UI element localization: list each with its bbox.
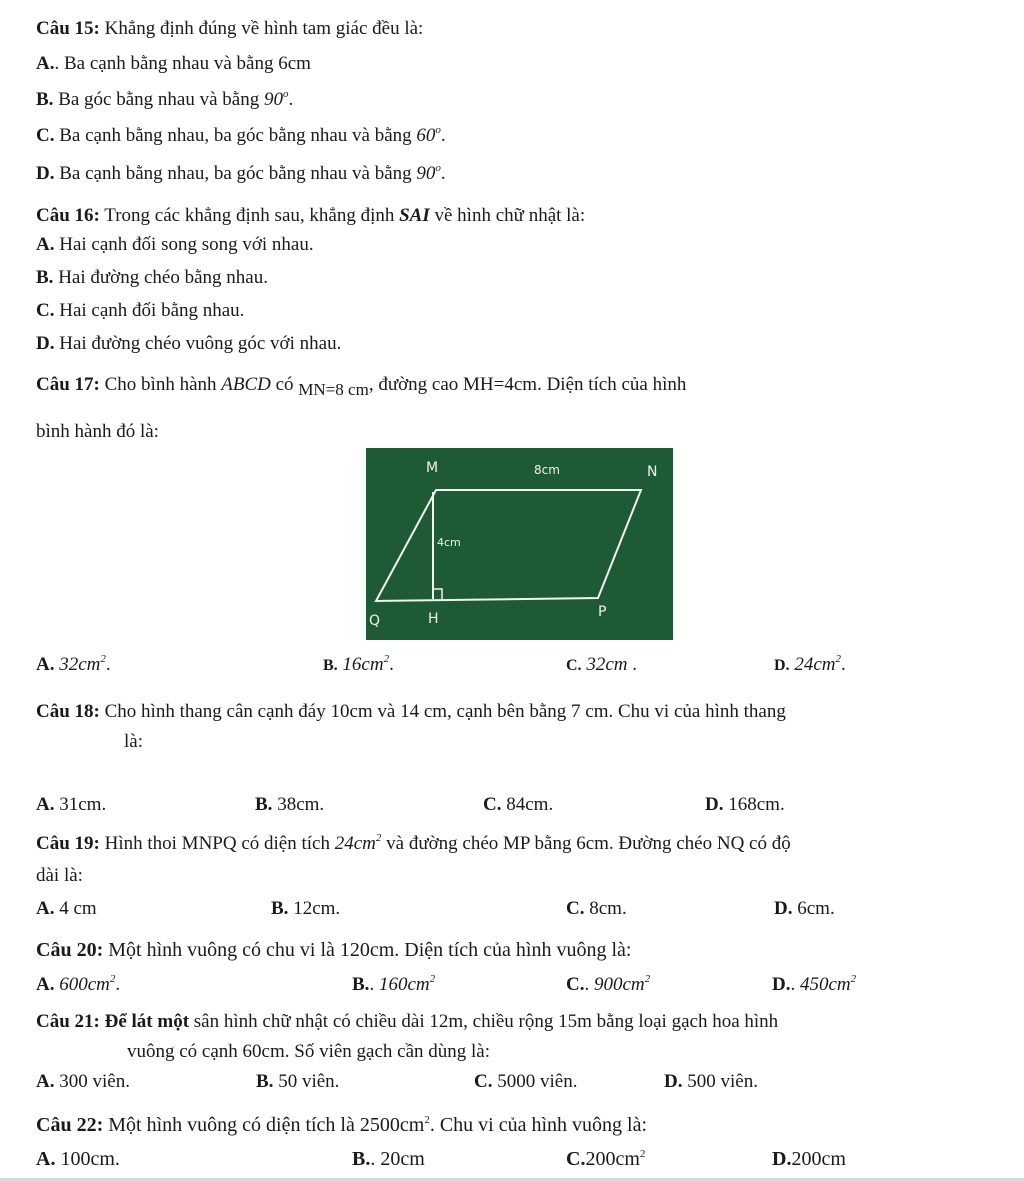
q18-option-c: C. 84cm. <box>483 794 554 815</box>
vertex-label-q: Q <box>369 613 381 629</box>
q20-option-d: D.. $450cm^2$ <box>772 973 857 995</box>
q19-option-b: B. 12cm. <box>271 898 341 919</box>
q16-option-a: A. Hai cạnh đối song song với nhau. <box>36 234 314 255</box>
q22-option-b: B.. 20cm <box>352 1148 425 1170</box>
q20-option-a: A. $600cm^2$. <box>36 973 121 995</box>
q19-option-d: D. 6cm. <box>774 898 835 919</box>
q16-option-c: C. Hai cạnh đối bằng nhau. <box>36 300 245 321</box>
q21-stem: Câu 21: Để lát một sân hình chữ nhật có chiều dài 12m, chiều rộng 15m bằng loại gạch hoa hình <box>36 1011 779 1032</box>
q15-option-b: B. Ba góc bằng nhau và bằng 90$^o$. <box>36 88 294 110</box>
q21-stem-line2: vuông có cạnh 60cm. Số viên gạch cần dùng là: <box>127 1041 491 1062</box>
q19-stem-line2: dài là: <box>36 865 83 886</box>
q20-stem: Câu 20: Một hình vuông có chu vi là 120cm. Diện tích của hình vuông là: <box>36 939 632 961</box>
q22-option-d: D.200cm <box>772 1148 846 1170</box>
q16-label: Câu 16: <box>36 205 100 226</box>
q15-option-a: A.. Ba cạnh bằng nhau và bằng 6cm <box>36 53 311 74</box>
chalkboard-background <box>366 448 673 640</box>
q21-label: Câu 21: Để lát một <box>36 1011 190 1032</box>
q18-option-d: D. 168cm. <box>705 794 785 815</box>
q17-stem: Câu 17: Cho bình hành ABCD có MN=8 cm, đường cao MH=4cm. Diện tích của hình <box>36 374 687 399</box>
q16-option-b: B. Hai đường chéo bằng nhau. <box>36 267 268 288</box>
q17-label: Câu 17: <box>36 374 100 395</box>
q17-option-a: A. $32cm^2$. <box>36 653 111 675</box>
q18-stem: Câu 18: Cho hình thang cân cạnh đáy 10cm và 14 cm, cạnh bên bằng 7 cm. Chu vi của hình thang <box>36 701 786 722</box>
q22-option-c: $C.200cm^2$ <box>566 1148 646 1170</box>
bottom-edge <box>0 1178 1024 1182</box>
q22-label: Câu 22: <box>36 1114 104 1136</box>
q15-option-d: D. Ba cạnh bằng nhau, ba góc bằng nhau và bằng 90$^o$. <box>36 162 446 184</box>
q22-stem: Câu 22: Một hình vuông có diện tích là $2500cm^2$. Chu vi của hình vuông là: <box>36 1114 648 1136</box>
side-label-8cm: 8cm <box>534 463 560 477</box>
q15-stem: Câu 15: Khẳng định đúng về hình tam giác đều là: <box>36 18 424 39</box>
q19-stem: Câu 19: Hình thoi MNPQ có diện tích $24cm^2$ và đường chéo MP bằng 6cm. Đường chéo NQ có độ <box>36 832 791 854</box>
q20-option-b: B.. $160cm^2$ <box>352 973 436 995</box>
q17-stem-line2: bình hành đó là: <box>36 421 159 442</box>
q18-option-a: A. 31cm. <box>36 794 107 815</box>
q17-option-d: D. $24cm^2$. <box>774 653 846 675</box>
q16-stem: Câu 16: Trong các khẳng định sau, khẳng định SAI về hình chữ nhật là: <box>36 205 586 226</box>
q20-label: Câu 20: <box>36 939 104 961</box>
q19-label: Câu 19: <box>36 833 100 854</box>
q16-option-d: D. Hai đường chéo vuông góc với nhau. <box>36 333 342 354</box>
q21-option-c: C. 5000 viên. <box>474 1071 578 1092</box>
q18-option-b: B. 38cm. <box>255 794 325 815</box>
q15-option-c: C. Ba cạnh bằng nhau, ba góc bằng nhau và bằng 60$^o$. <box>36 124 446 146</box>
vertex-label-n: N <box>647 464 658 480</box>
q19-option-c: C. 8cm. <box>566 898 627 919</box>
q21-option-a: A. 300 viên. <box>36 1071 130 1092</box>
q20-option-c: C.. $900cm^2$ <box>566 973 651 995</box>
q18-label: Câu 18: <box>36 701 100 722</box>
q22-option-a: A. 100cm. <box>36 1148 120 1170</box>
foot-label-h: H <box>428 611 439 627</box>
q21-option-b: B. 50 viên. <box>256 1071 340 1092</box>
q17-option-c: C. 32cm . <box>566 654 637 675</box>
height-label-4cm: 4cm <box>437 536 461 549</box>
q21-option-d: D. 500 viên. <box>664 1071 758 1092</box>
q17-option-b: B. $16cm^2$. <box>323 653 394 675</box>
q18-stem-line2: là: <box>124 731 143 752</box>
q15-label: Câu 15: <box>36 18 100 39</box>
vertex-label-m: M <box>426 460 439 476</box>
q19-option-a: A. 4 cm <box>36 898 97 919</box>
chalkboard-figure <box>366 448 673 640</box>
vertex-label-p: P <box>598 604 607 620</box>
